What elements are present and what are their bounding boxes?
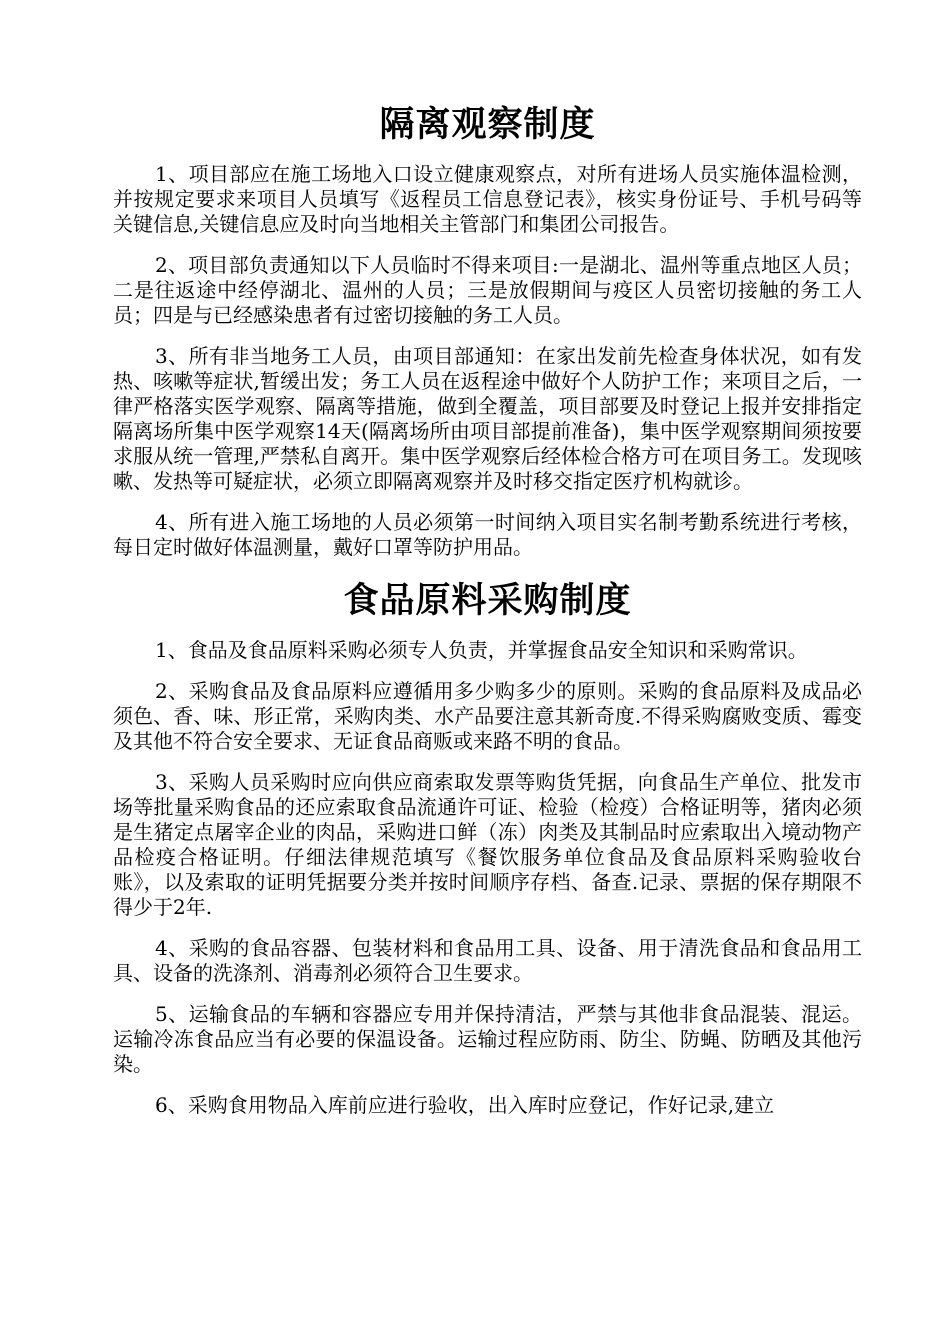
food-paragraph-4: 4、采购的食品容器、包装材料和食品用工具、设备、用于清洗食品和食品用工具、设备的洗涤剂、消毒剂必须符合卫生要求。 <box>113 936 862 985</box>
food-paragraph-6: 6、采购食用物品入库前应进行验收，出入库时应登记，作好记录,建立 <box>155 1093 775 1117</box>
food-paragraph-3: 3、采购人员采购时应向供应商索取发票等购货凭据，向食品生产单位、批发市场等批量采购食品的还应索取食品流通许可证、检验（检疫）合格证明等，猪肉必须是生猪定点屠宰企业的肉品，采购进口鲜（冻）肉类及其制品时应索取出入境动物产品检疫合格证明。仔细法律规范填写《餐饮服务单位食品及食品原料采购验收台账》，以及索取的证明凭据要分类并按时间顺序存档、备查.记录、票据的保存期限不得少于2年. <box>113 770 862 919</box>
food-paragraph-2: 2、采购食品及食品原料应遵循用多少购多少的原则。采购的食品原料及成品必须色、香、味、形正常，采购肉类、水产品要注意其新奇度.不得采购腐败变质、霉变及其他不符合安全要求、无证食品商贩或来路不明的食品。 <box>113 679 862 753</box>
section-title-quarantine: 隔离观察制度 <box>379 104 596 145</box>
food-paragraph-5: 5、运输食品的车辆和容器应专用并保持清洁，严禁与其他非食品混装、混运。运输冷冻食品应当有必要的保温设备。运输过程应防雨、防尘、防蝇、防晒及其他污染。 <box>113 1002 862 1076</box>
quarantine-paragraph-3: 3、所有非当地务工人员，由项目部通知：在家出发前先检查身体状况，如有发热、咳嗽等症状,暂缓出发；务工人员在返程途中做好个人防护工作；来项目之后，一律严格落实医学观察、隔离等措施，做到全覆盖，项目部要及时登记上报并安排指定隔离场所集中医学观察14天(隔离场所由项目部提前准备)，集中医学观察期间须按要求服从统一管理,严禁私自离开。集中医学观察后经体检合格方可在项目务工。发现咳嗽、发热等可疑症状，必须立即隔离观察并及时移交指定医疗机构就诊。 <box>113 344 862 493</box>
food-paragraph-1: 1、食品及食品原料采购必须专人负责，并掌握食品安全知识和采购常识。 <box>155 638 808 662</box>
quarantine-paragraph-2: 2、项目部负责通知以下人员临时不得来项目:一是湖北、温州等重点地区人员；二是往返途中经停湖北、温州的人员；三是放假期间与疫区人员密切接触的务工人员；四是与已经感染患者有过密切接触的务工人员。 <box>113 253 862 327</box>
section-title-food-purchase: 食品原料采购制度 <box>343 580 632 621</box>
quarantine-paragraph-4: 4、所有进入施工场地的人员必须第一时间纳入项目实名制考勤系统进行考核，每日定时做好体温测量，戴好口罩等防护用品。 <box>113 510 862 559</box>
quarantine-paragraph-1: 1、项目部应在施工场地入口设立健康观察点，对所有进场人员实施体温检测，并按规定要求来项目人员填写《返程员工信息登记表》，核实身份证号、手机号码等关键信息,关键信息应及时向当地相关主管部门和集团公司报告。 <box>113 162 862 236</box>
